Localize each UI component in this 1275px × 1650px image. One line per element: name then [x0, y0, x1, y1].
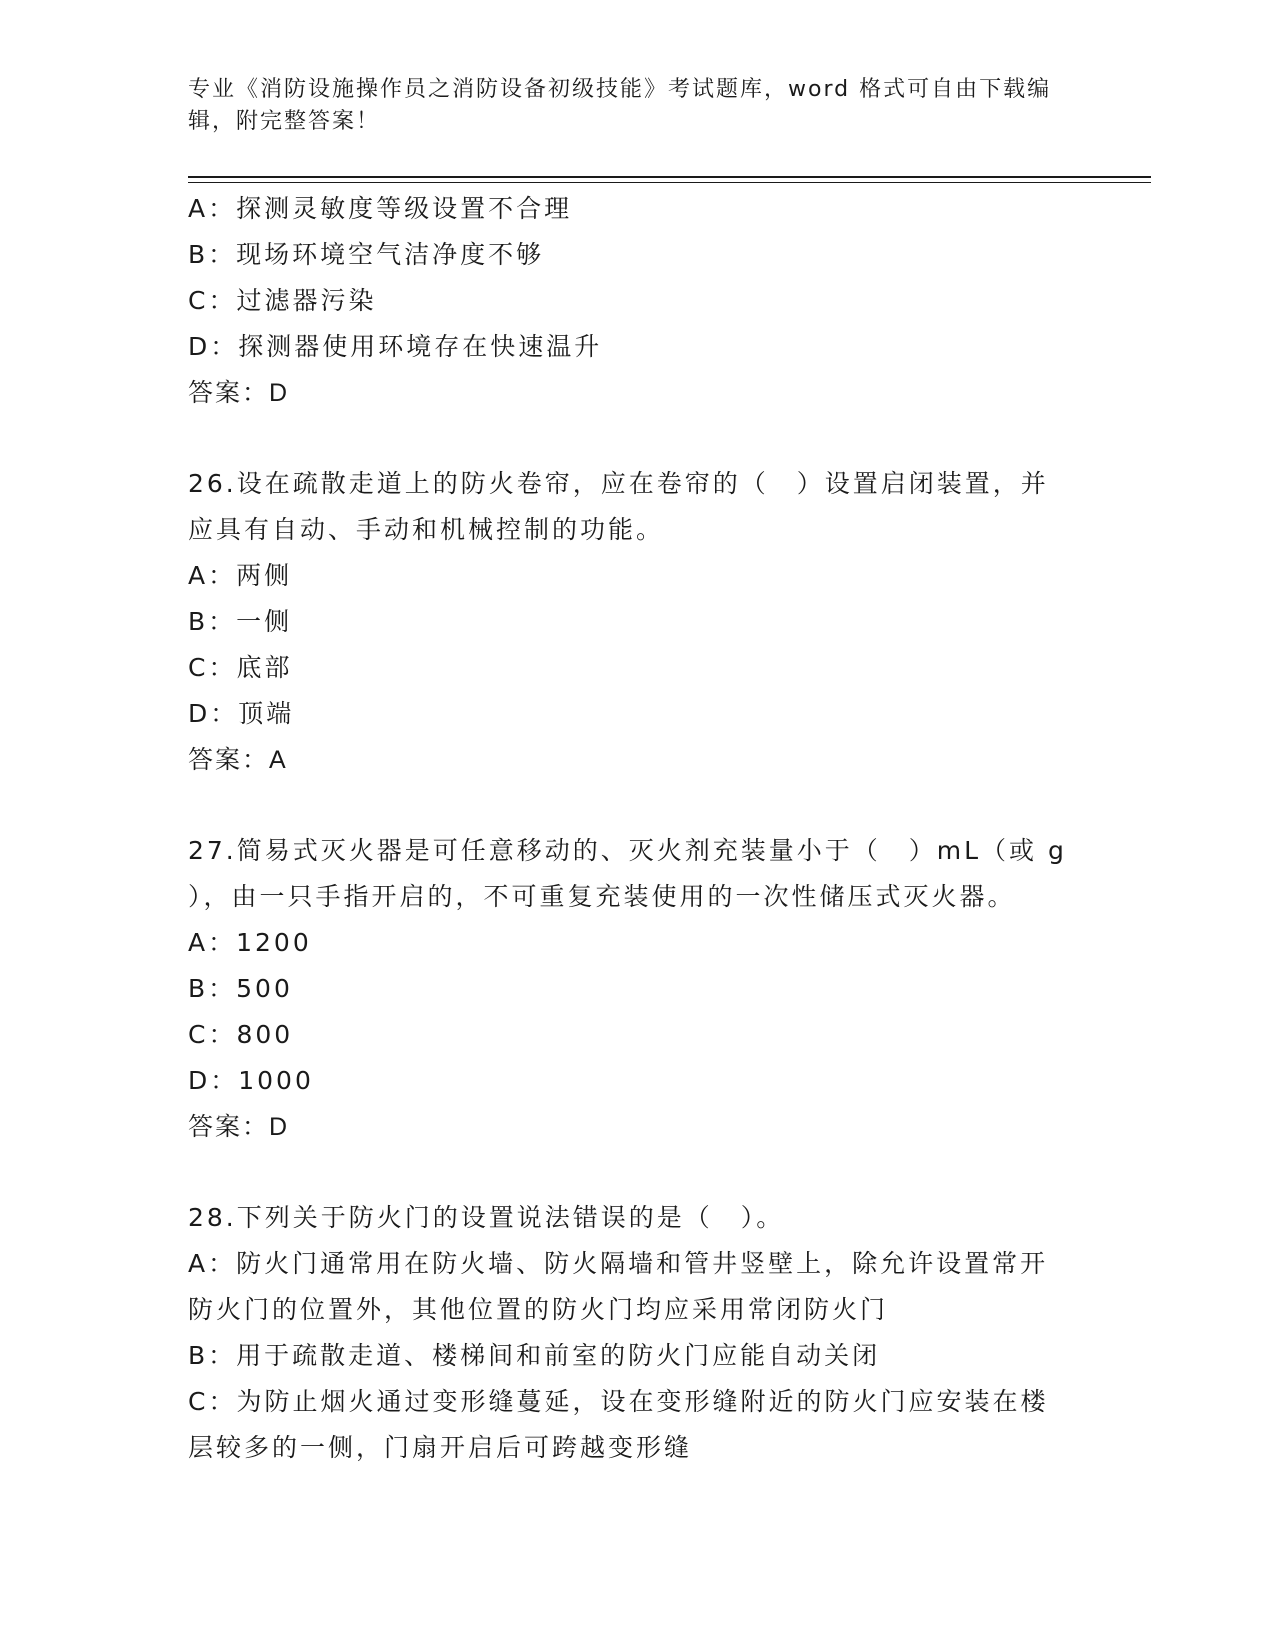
question-25-continuation	[188, 186, 1088, 416]
answer-line: 答案：D	[188, 379, 290, 407]
option-b: B：500	[188, 974, 293, 1003]
option-b: B：现场环境空气洁净度不够	[188, 240, 545, 269]
question-27	[188, 828, 1088, 1150]
option-a-line-2: 防火门的位置外，其他位置的防火门均应采用常闭防火门	[188, 1295, 889, 1324]
question-spacer	[188, 1150, 1088, 1195]
option-c: C：底部	[188, 653, 293, 682]
question-26	[188, 461, 1088, 783]
option-b: B：用于疏散走道、楼梯间和前室的防火门应能自动关闭	[188, 1341, 881, 1370]
question-content	[188, 186, 1088, 1471]
option-d: D：探测器使用环境存在快速温升	[188, 332, 603, 361]
question-stem-line-2: ），由一只手指开启的，不可重复充装使用的一次性储压式灭火器。	[188, 882, 1016, 911]
option-a: A：探测灵敏度等级设置不合理	[188, 194, 573, 223]
option-b: B：一侧	[188, 607, 293, 636]
option-d: D：1000	[188, 1066, 314, 1095]
question-spacer	[188, 783, 1088, 828]
answer-line: 答案：D	[188, 1113, 290, 1141]
question-28	[188, 1195, 1088, 1471]
header-divider-thick	[188, 176, 1151, 178]
header-line-1: 专业《消防设施操作员之消防设备初级技能》考试题库，word 格式可自由下载编	[188, 77, 1052, 102]
option-c: C：800	[188, 1020, 294, 1049]
option-a: A：1200	[188, 928, 312, 957]
page-header	[188, 74, 1068, 138]
option-c: C：过滤器污染	[188, 286, 377, 315]
option-c-line-2: 层较多的一侧，门扇开启后可跨越变形缝	[188, 1433, 693, 1462]
answer-line: 答案：A	[188, 746, 288, 774]
header-divider-thin	[188, 182, 1151, 183]
option-a-line-1: A：防火门通常用在防火墙、防火隔墙和管井竖壁上，除允许设置常开	[188, 1249, 1049, 1278]
question-stem-line-2: 应具有自动、手动和机械控制的功能。	[188, 515, 665, 544]
question-stem-line-1: 27.简易式灭火器是可任意移动的、灭火剂充装量小于（ ）mL（或 g	[188, 836, 1067, 865]
question-stem-line-1: 28.下列关于防火门的设置说法错误的是（ ）。	[188, 1203, 785, 1232]
option-c-line-1: C：为防止烟火通过变形缝蔓延，设在变形缝附近的防火门应安装在楼	[188, 1387, 1049, 1416]
question-spacer	[188, 416, 1088, 461]
option-a: A：两侧	[188, 561, 293, 590]
option-d: D：顶端	[188, 699, 295, 728]
question-stem-line-1: 26.设在疏散走道上的防火卷帘，应在卷帘的（ ）设置启闭装置，并	[188, 469, 1049, 498]
header-line-2: 辑，附完整答案！	[188, 109, 381, 134]
